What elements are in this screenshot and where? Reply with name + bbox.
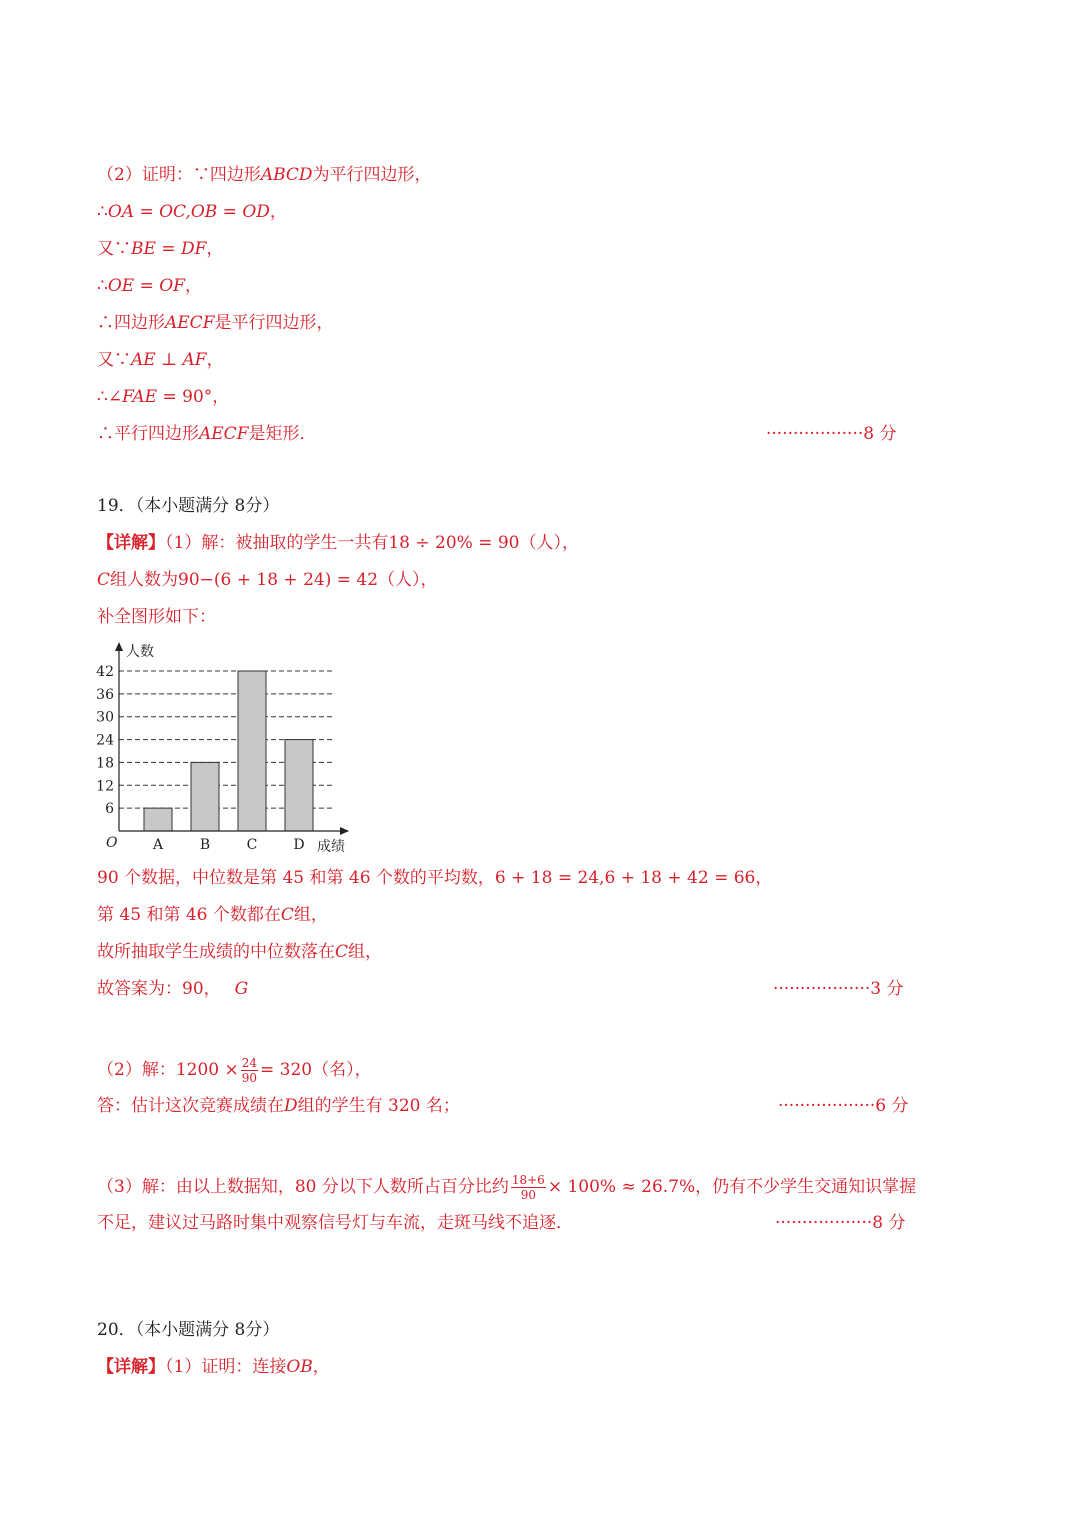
q19-line-7: 故答案为：90， G — [97, 979, 249, 999]
proof-line-7: ∴∠FAE = 90°， — [97, 387, 230, 407]
bar-C — [238, 671, 266, 831]
q19-line-1: 【详解】（1）解：被抽取的学生一共有18 ÷ 20% = 90（人）， — [97, 533, 579, 553]
q20-line-1: 【详解】（1）证明：连接OB， — [97, 1357, 330, 1377]
proof-line-6: 又∵AE ⊥ AF， — [97, 350, 224, 370]
y-axis-label: 人数 — [126, 644, 154, 660]
detail-tag: 【详解】 — [97, 1357, 165, 1377]
q19-part2-line-1: （2）解：1200 × $\frac{24}{90}$ = 320（名）， — [97, 1056, 372, 1085]
q19-heading: 19．（本小题满分 8分） — [97, 496, 280, 516]
y-tick-label: 36 — [96, 686, 114, 703]
y-axis-arrow-icon — [115, 642, 123, 651]
x-axis-label: 成绩 — [317, 839, 345, 855]
fraction-18-6-90: $\frac{18+6}{90}$ — [511, 1173, 545, 1202]
score-marker-19-1: ··················3 分 — [773, 979, 904, 999]
q19-line-4: 90 个数据，中位数是第 45 和第 46 个数的平均数，6 + 18 = 24,6 + 18 + 42 = 66， — [97, 868, 773, 888]
proof-line-5: ∴四边形AECF是平行四边形， — [97, 313, 334, 333]
detail-tag: 【详解】 — [97, 533, 165, 553]
origin-label: O — [106, 835, 118, 851]
y-tick-label: 12 — [96, 778, 114, 795]
proof-line-4: ∴OE = OF， — [97, 276, 202, 296]
y-tick-label: 24 — [96, 732, 114, 749]
q20-heading: 20．（本小题满分 8分） — [97, 1320, 280, 1340]
x-tick-label: C — [246, 837, 258, 853]
score-marker-18: ··················8 分 — [766, 424, 897, 444]
proof-line-8: ∴平行四边形AECF是矩形． — [97, 424, 317, 444]
q19-part3-line-1: （3）解：由以上数据知，80 分以下人数所占百分比约 $\frac{18+6}{90}$ × 100% ≈ 26.7%，仍有不少学生交通知识掌握 — [97, 1173, 917, 1202]
fraction-24-90: $\frac{24}{90}$ — [241, 1056, 258, 1085]
score-marker-19-2: ··················6 分 — [778, 1096, 909, 1116]
y-tick-label: 42 — [96, 664, 114, 680]
score-marker-19-3: ··················8 分 — [775, 1213, 906, 1233]
q19-line-2: C组人数为90−(6 + 18 + 24) = 42（人）， — [97, 570, 438, 590]
y-tick-label: 18 — [96, 755, 114, 772]
q19-part2-line-2: 答：估计这次竞赛成绩在D组的学生有 320 名； — [97, 1096, 460, 1116]
x-tick-label: A — [152, 837, 164, 853]
proof-line-2: ∴OA = OC,OB = OD， — [97, 202, 287, 222]
proof-line-3: 又∵BE = DF， — [97, 239, 224, 259]
y-tick-label: 6 — [105, 801, 114, 818]
proof-line-1: （2）证明：∵四边形ABCD为平行四边形， — [97, 165, 432, 185]
x-tick-label: D — [293, 837, 305, 853]
bar-D — [285, 740, 313, 831]
y-tick-label: 30 — [96, 709, 114, 726]
q19-part3-line-2: 不足，建议过马路时集中观察信号灯与车流，走斑马线不追逐． — [97, 1213, 573, 1233]
x-axis-arrow-icon — [340, 827, 349, 835]
q19-line-5: 第 45 和第 46 个数都在C组， — [97, 905, 328, 925]
bar-chart — [92, 636, 362, 858]
bar-B — [191, 762, 219, 831]
q19-line-3: 补全图形如下： — [97, 607, 216, 627]
x-tick-label: B — [199, 837, 211, 853]
q19-line-6: 故所抽取学生成绩的中位数落在C组， — [97, 942, 383, 962]
bar-A — [144, 808, 172, 831]
